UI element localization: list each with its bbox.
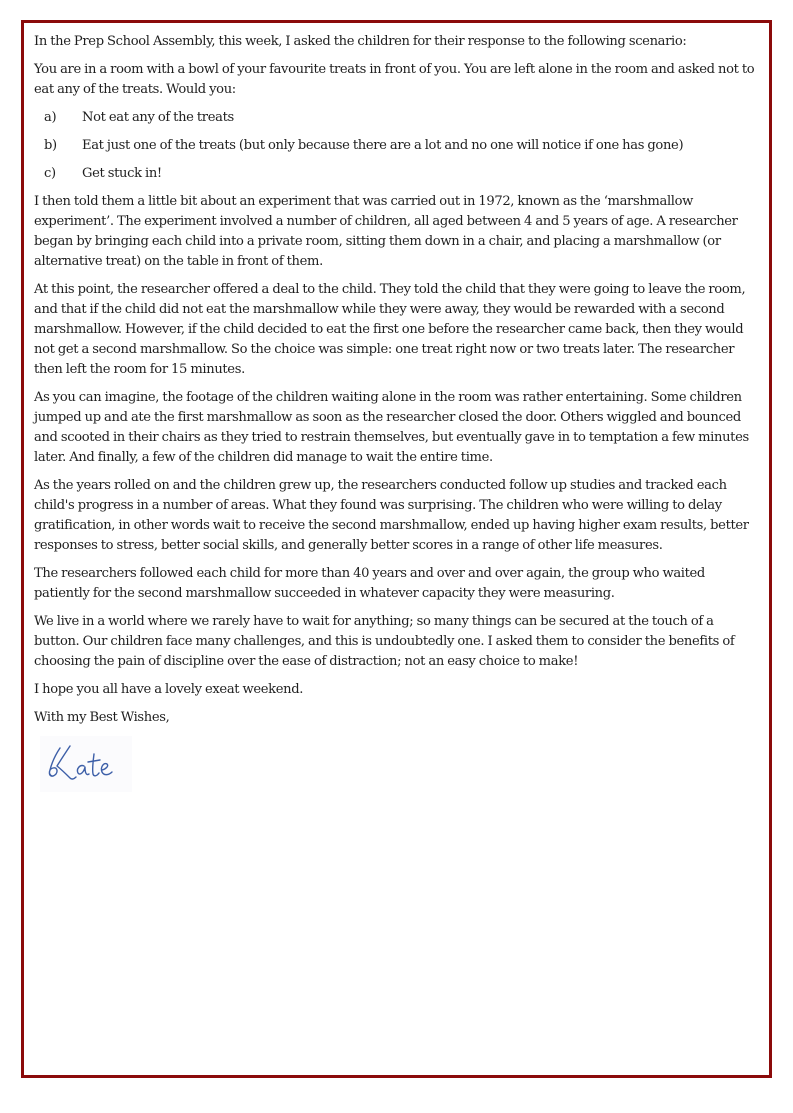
- results-paragraph: The researchers followed each child for more than 40 years and over and over again, the group who waited patiently for the second marshmallow succeeded in whatever capacity they were measuring.: [34, 566, 705, 601]
- option-item-a: [34, 108, 761, 128]
- experiment-intro-paragraph: I then told them a little bit about an experiment that was carried out in 1972, known as the ‘marshmallow experiment’. The experiment involved a number of children, all aged between 4 and 5 years of age. A researcher began by bringing each child into a private room, sitting them down in a chair, and placing a marshmallow (or alternative treat) on the table in front of them.: [34, 194, 738, 269]
- option-item-b: [34, 136, 761, 156]
- deal-paragraph: At this point, the researcher offered a deal to the child. They told the child that they were going to leave the room, and that if the child did not eat the marshmallow while they were away, they would be rewarded with a second marshmallow. However, if the child decided to eat the first one before the researcher came back, then they would not get a second marshmallow. So the choice was simple: one treat right now or two treats later. The researcher then left the room for 15 minutes.: [34, 282, 746, 377]
- follow-up-paragraph: As the years rolled on and the children grew up, the researchers conducted follow up studies and tracked each child's progress in a number of areas. What they found was surprising. The children who were willing to delay gratification, in other words wait to receive the second marshmallow, ended up having higher exam results, better responses to stress, better social skills, and generally better scores in a range of other life measures.: [34, 478, 749, 553]
- signature-image: [40, 736, 132, 792]
- page-border: [21, 20, 772, 1078]
- option-marker: b): [44, 138, 57, 153]
- footage-paragraph: As you can imagine, the footage of the children waiting alone in the room was rather entertaining. Some children jumped up and ate the first marshmallow as soon as the researcher closed the door. Others wiggled and bounced and scooted in their chairs as they tried to restrain themselves, but eventually gave in to temptation a few minutes later. And finally, a few of the children did manage to wait the entire time.: [34, 390, 749, 465]
- option-text: Eat just one of the treats (but only because there are a lot and no one will notice if one has gone): [82, 138, 684, 153]
- option-text: Get stuck in!: [82, 166, 162, 181]
- option-marker: a): [44, 110, 57, 125]
- scenario-options-list: [34, 108, 761, 184]
- reflection-paragraph: We live in a world where we rarely have to wait for anything; so many things can be secured at the touch of a button. Our children face many challenges, and this is undoubtedly one. I asked them to consider the benefits of choosing the pain of discipline over the ease of distraction; not an easy choice to make!: [34, 614, 735, 669]
- scenario-paragraph: You are in a room with a bowl of your favourite treats in front of you. You are left alone in the room and asked not to eat any of the treats. Would you:: [34, 62, 755, 97]
- option-marker: c): [44, 166, 56, 181]
- letter-body: [34, 32, 761, 792]
- signature-kate-icon: [40, 736, 132, 792]
- intro-paragraph: In the Prep School Assembly, this week, I asked the children for their response to the following scenario:: [34, 34, 687, 49]
- sign-off: With my Best Wishes,: [34, 710, 170, 725]
- option-text: Not eat any of the treats: [82, 110, 234, 125]
- closing-wish: I hope you all have a lovely exeat weekend.: [34, 682, 304, 697]
- option-item-c: [34, 164, 761, 184]
